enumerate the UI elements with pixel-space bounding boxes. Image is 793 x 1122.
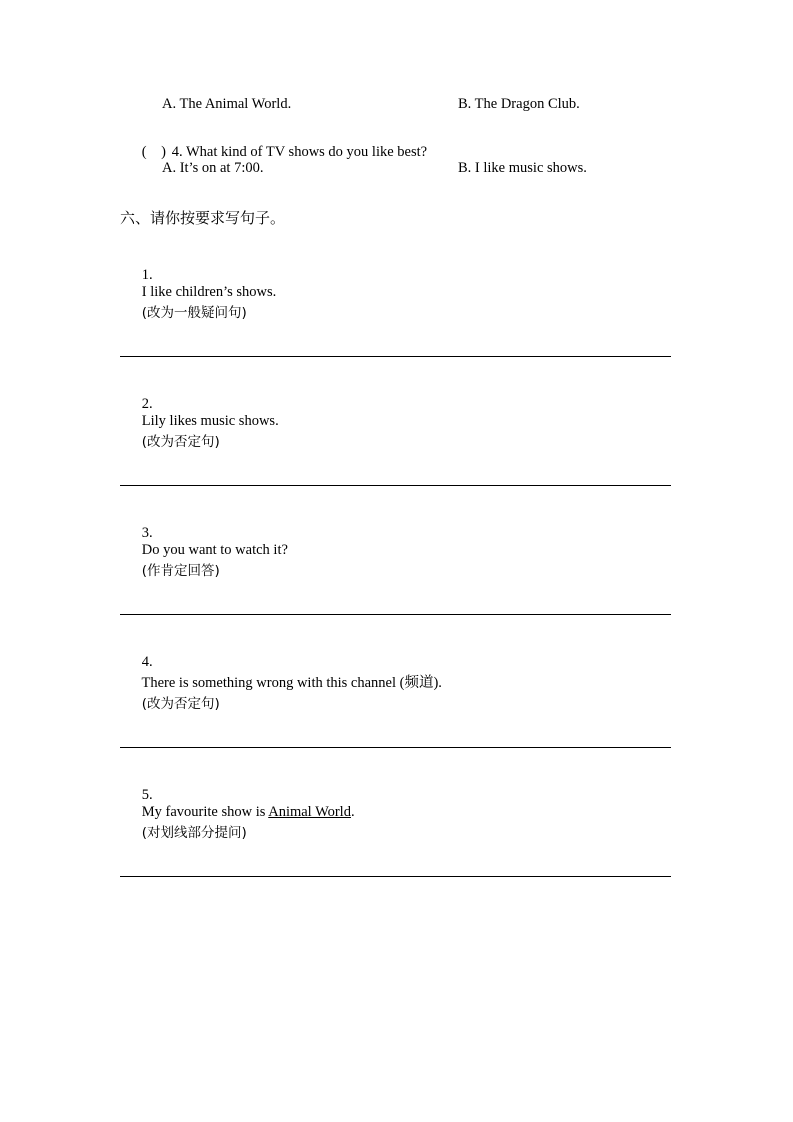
write-item-4-instruction: (改为否定句) [141,696,220,712]
question-4-answer-bracket[interactable]: ( ) [141,144,166,160]
write-item-2 [120,379,673,468]
write-item-1 [120,250,673,339]
write-item-3-sentence: Do you want to watch it? [141,542,288,558]
q3-option-a: A. The Animal World. [162,96,292,112]
section-six-heading: 六、请你按要求写句子。 [120,209,286,227]
write-item-4-sentence: There is something wrong with this channel (频道). [141,675,442,691]
write-item-2-number: 2. [141,396,153,412]
write-item-5-sentence-suffix: . [350,804,355,820]
q4-option-a: A. It’s on at 7:00. [162,160,264,176]
write-item-1-number: 1. [141,267,153,283]
write-item-1-answer-line[interactable] [120,356,671,357]
write-item-5-instruction: (对划线部分提问) [141,825,247,841]
write-item-3-answer-line[interactable] [120,614,671,615]
q3-option-b: B. The Dragon Club. [458,96,580,112]
q3-options-row [120,96,673,122]
write-item-5-underlined-part: Animal World [268,804,351,820]
write-item-2-answer-line[interactable] [120,485,671,486]
write-item-4 [120,637,673,730]
write-item-5-sentence-prefix: My favourite show is [141,804,269,820]
write-item-4-answer-line[interactable] [120,747,671,748]
write-item-5-number: 5. [141,787,153,803]
question-4-stem [120,127,673,160]
write-item-4-number: 4. [141,654,153,670]
write-item-3-number: 3. [141,525,153,541]
write-item-3 [120,508,673,597]
write-item-2-instruction: (改为否定句) [141,434,220,450]
write-item-5-answer-line[interactable] [120,876,671,877]
write-item-1-instruction: (改为一般疑问句) [141,305,247,321]
q4-option-b: B. I like music shows. [458,160,587,176]
write-item-1-sentence: I like children’s shows. [141,284,277,300]
write-item-5 [120,770,673,859]
q4-options-row [120,160,673,186]
write-item-3-instruction: (作肯定回答) [141,563,220,579]
page-content [120,96,673,877]
write-item-2-sentence: Lily likes music shows. [141,413,279,429]
question-4-text: 4. What kind of TV shows do you like best? [171,144,428,160]
